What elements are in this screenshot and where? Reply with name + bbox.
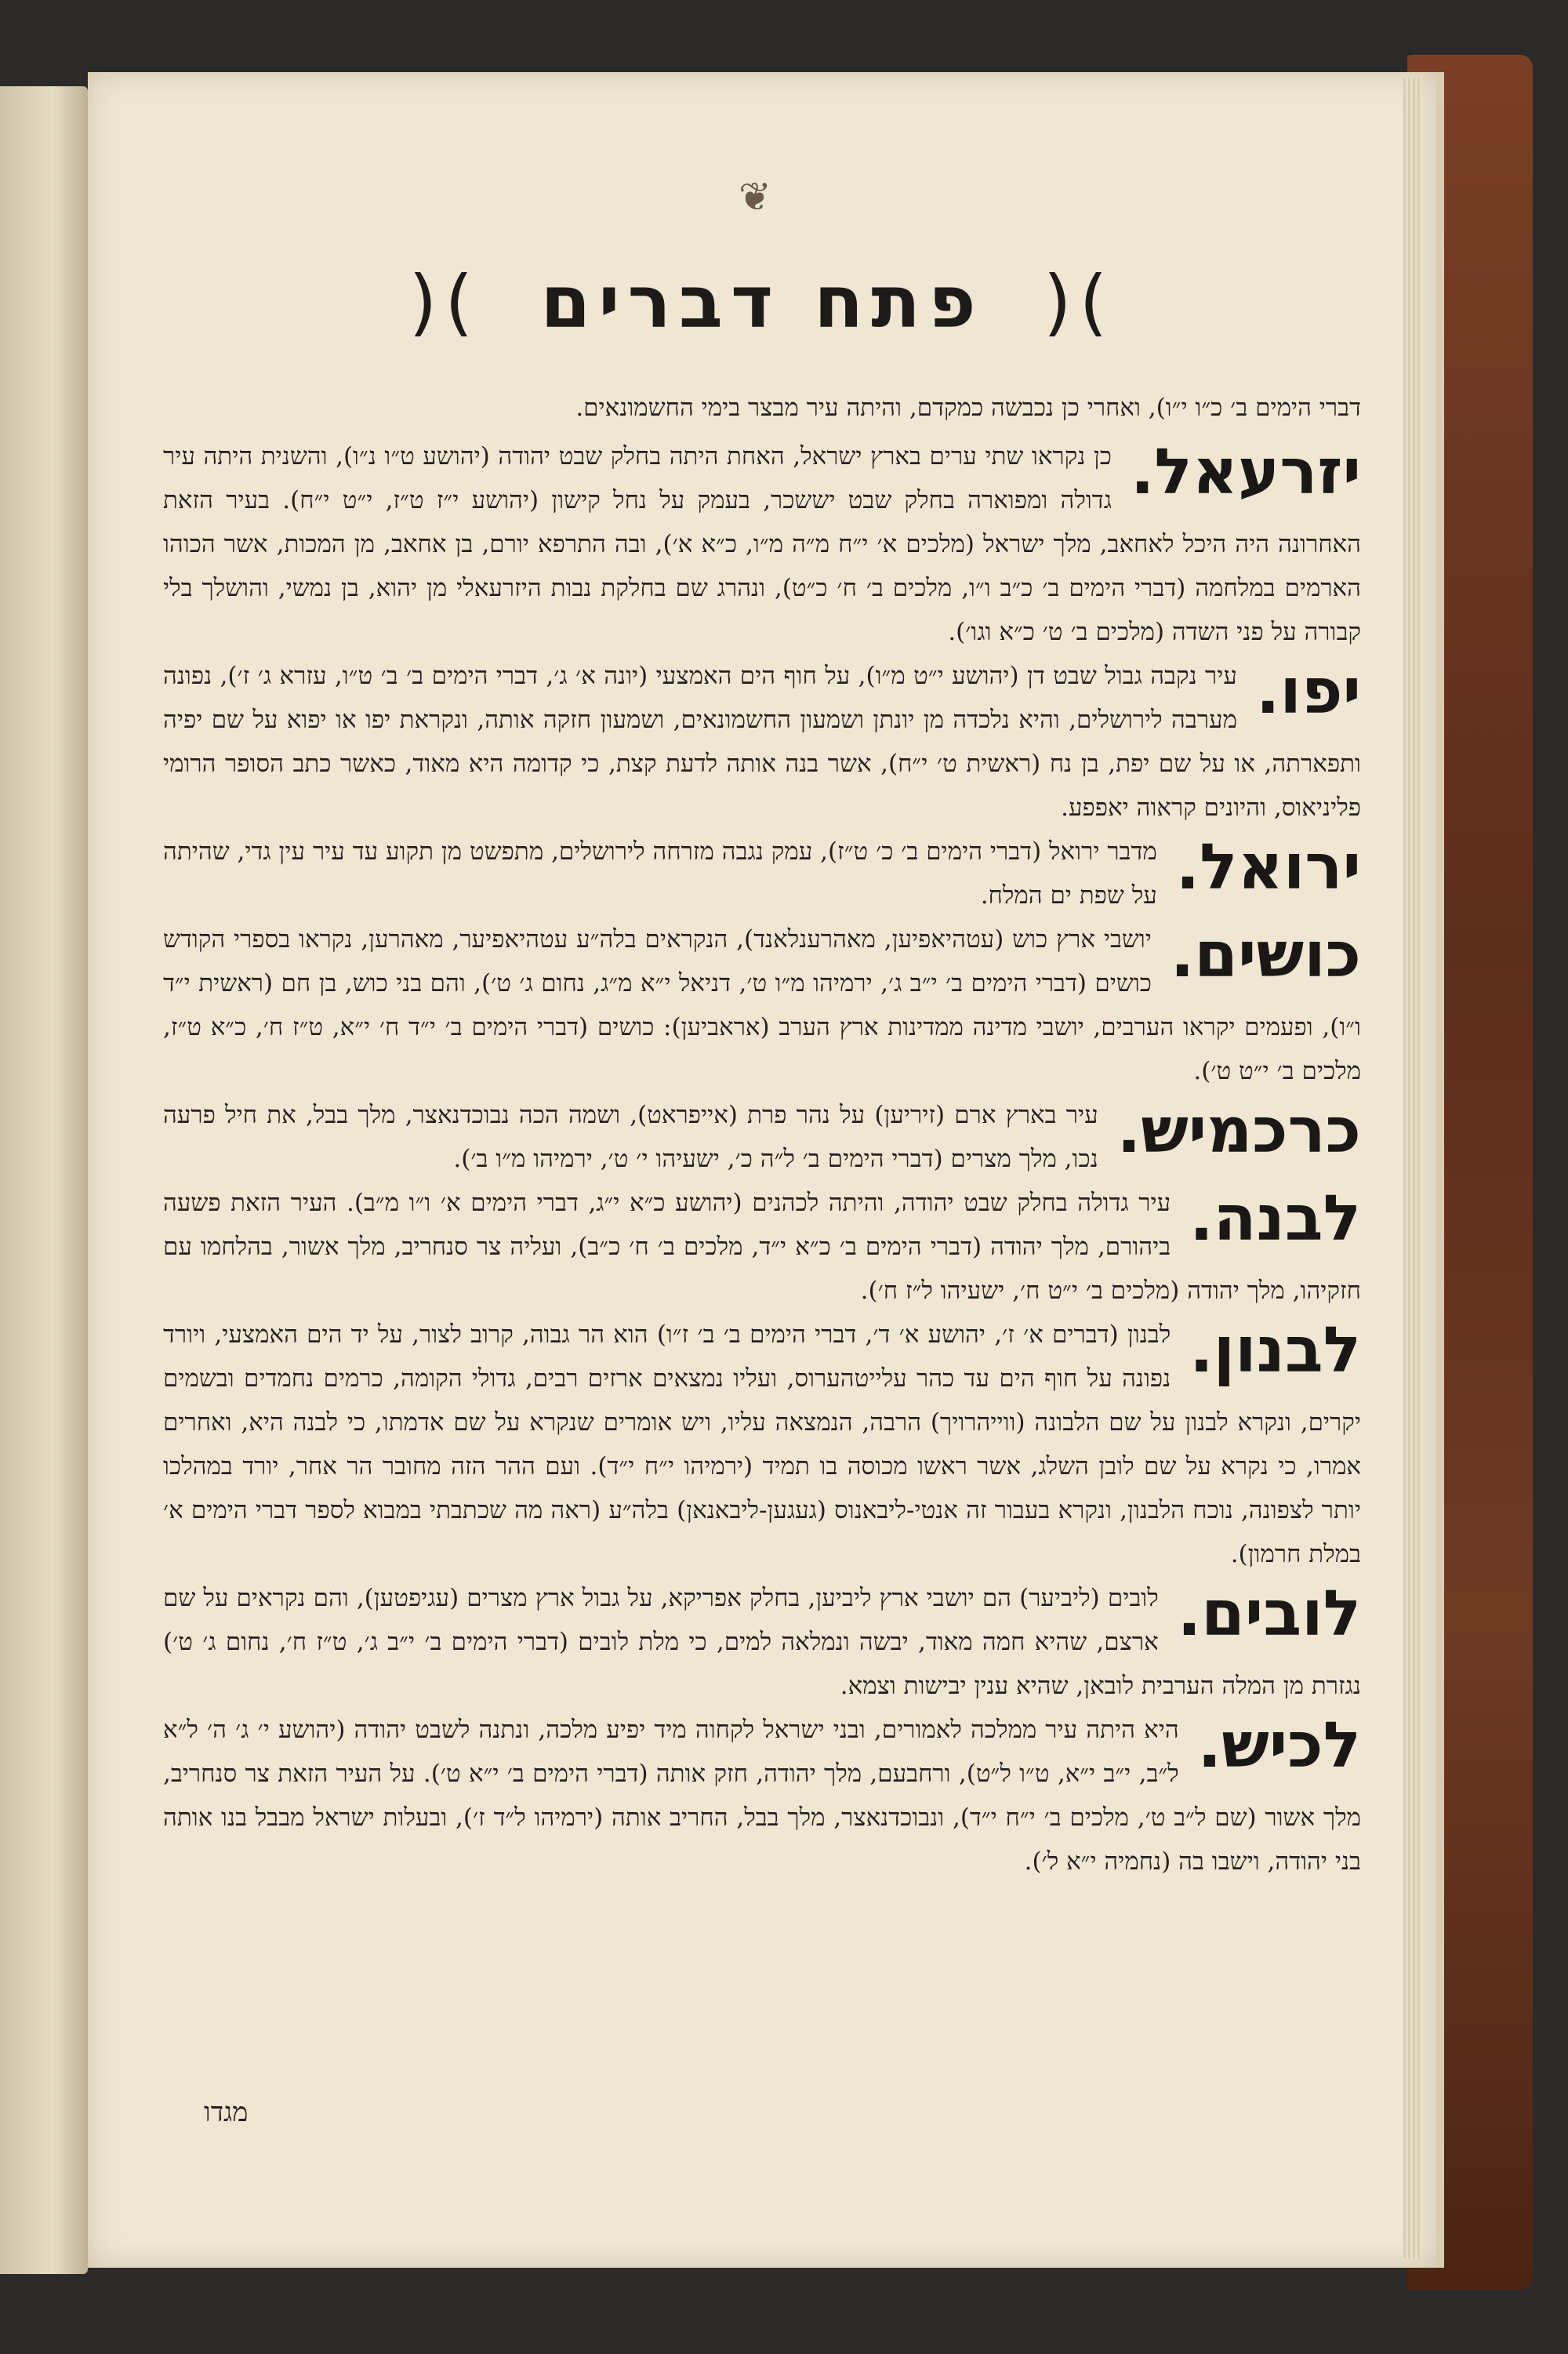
entry bbox=[163, 830, 1361, 917]
page-title bbox=[88, 260, 1436, 362]
entry-text: לבנון (דברים א׳ ז׳, יהושע א׳ ד׳, דברי הימים ב׳ ב׳ ז״ו) הוא הר גבוה, קרוב לצור, על יד הים האמצעי, ויורד נפונה על חוף הים עד כהר עלייטהערוס, ועליו נמצאים ארזים רבים, גדולי הקומה, כרמים נחמדים ובשמים יקרים, ונקרא לבנון על שם הלבונה (ווייהרויך) הרבה, הנמצאה עליו, ויש אומרים שנקרא על שם אדמתו, כי לבנה היא, ואחרים אמרו, כי נקרא על שם לובן השלג, אשר ראשו מכוסה בו תמיד (ירמיהו י״ח י״ד). ועם ההר הזה מחובר הר אחר, יורד במהלכו יותר לצפונה, נוכח הלבנון, ונקרא בעבור זה אנטי-ליבאנוס (געגען-ליבאנאן) בלה״ע (ראה מה שכתבתי במבוא לספר דברי הימים א׳ במלת חרמון). bbox=[163, 1320, 1361, 1568]
ornament-icon: ❦ bbox=[739, 174, 771, 220]
entry-headword: לבנון. bbox=[1189, 1313, 1361, 1386]
entry-text: כן נקראו שתי ערים בארץ ישראל, האחת היתה בחלק שבט יהודה (יהושע ט״ו נ״ו), והשנית היתה עיר גדולה ומפוארה בחלק שבט יששכר, בעמק על נחל קישון (יהושע י״ז ט״ז, י״ט י״ח). בעיר הזאת האחרונה היה היכל לאחאב, מלך ישראל (מלכים א׳ י״ח מ״ה מ״ו, כ״א א׳), ובה התרפא יורם, בן אחאב, מן המכות, אשר הכוהו הארמים במלחמה (דברי הימים ב׳ כ״ב ו״ו, מלכים ב׳ ח׳ כ״ט), ונהרג שם בחלקת נבות היזרעאלי מן יהוא, בן נמשי, והושלך בלי קבורה על פני השדה (מלכים ב׳ ט׳ כ״א וגו׳). bbox=[163, 442, 1361, 646]
page-body bbox=[163, 386, 1361, 2158]
entry bbox=[163, 917, 1361, 1093]
entry bbox=[163, 1093, 1361, 1181]
entry bbox=[163, 654, 1361, 830]
title-bracket-left: )( bbox=[408, 260, 481, 344]
entry-text: היא היתה עיר ממלכה לאמורים, ובני ישראל לקחוה מיד יפיע מלכה, ונתנה לשבט יהודה (יהושע י׳ ג׳ ה׳ ל״א ל״ב, י״ב י״א, ט״ו ל״ט), ורחבעם, מלך יהודה, חזק אותה (דברי הימים ב׳ י״א ט׳). על העיר הזאת צר סנחריב, מלך אשור (שם ל״ב ט׳, מלכים ב׳ י״ח י״ד), ונבוכדנאצר, מלך בבל, החריב אותה (ירמיהו ל״ד ז׳), ובעלות ישראל מבבל בנו אותה בני יהודה, וישבו בה (נחמיה י״א ל׳). bbox=[163, 1716, 1361, 1876]
entry bbox=[163, 434, 1361, 654]
entry bbox=[163, 1313, 1361, 1576]
entry-headword: יפו. bbox=[1255, 655, 1361, 728]
entry-headword: לובים. bbox=[1177, 1577, 1361, 1650]
title-bracket-right: )( bbox=[1043, 260, 1116, 344]
entry-text: יושבי ארץ כוש (עטהיאפיען, מאהרענלאנד), הנקראים בלה״ע עטהיאפיער, מאהרען, נקראו בספרי הקודש כושים (דברי הימים ב׳ י״ב ג׳, ירמיהו מ״ו ט׳, דניאל י״א מ״ג, נחום ג׳ ט׳), והם בני כוש, בן חם (ראשית י״ד ו״ו), ופעמים יקראו הערבים, יושבי מדינה ממדינות ארץ הערב (אראביען): כושים (דברי הימים ב׳ י״ד ח׳ י״א, ט״ז ח׳, כ״א ט״ז, מלכים ב׳ י״ט ט׳). bbox=[163, 925, 1361, 1085]
entry-text: מדבר ירואל (דברי הימים ב׳ כ׳ ט״ז), עמק נגבה מזרחה לירושלים, מתפשט מן תקוע עד עיר עין גדי, שהיתה על שפת ים המלח. bbox=[163, 837, 1157, 910]
entry-headword: כושים. bbox=[1170, 918, 1361, 991]
entry-headword: לכיש. bbox=[1197, 1709, 1361, 1782]
entry-headword: לבנה. bbox=[1189, 1182, 1361, 1255]
entry bbox=[163, 1181, 1361, 1313]
intro-line: דברי הימים ב׳ כ״ו י״ו), ואחרי כן נכבשה כמקדם, והיתה עיר מבצר בימי החשמונאים. bbox=[575, 394, 1361, 422]
catchword: מגדו bbox=[204, 2097, 249, 2128]
previous-page-edge bbox=[0, 86, 88, 2274]
entry bbox=[163, 1708, 1361, 1884]
book-page bbox=[88, 72, 1444, 2268]
entry bbox=[163, 1576, 1361, 1708]
entry-text: לובים (ליביער) הם יושבי ארץ ליביען, בחלק אפריקא, על גבול ארץ מצרים (עגיפטען), והם נקראים על שם ארצם, שהיא חמה מאוד, יבשה ונמלאה למים, כי מלת לובים (דברי הימים ב׳ י״ב ג׳, ט״ז ח׳, נחום ג׳ ט׳) נגזרת מן המלה הערבית לובאן, שהיא ענין יבישות וצמא. bbox=[163, 1584, 1361, 1700]
page-block-edge bbox=[1403, 78, 1421, 2258]
entry-headword: כרכמיש. bbox=[1116, 1094, 1361, 1167]
entry-headword: יזרעאל. bbox=[1130, 435, 1361, 508]
entry-text: עיר נקבה גבול שבט דן (יהושע י״ט מ״ו), על חוף הים האמצעי (יונה א׳ ג׳, דברי הימים ב׳ ב׳ ט״ו, עזרא ג׳ ז׳), נפונה מערבה לירושלים, והיא נלכדה מן יונתן ושמעון החשמונאים, ושמעון חזקה אותה, ונקראת יפו או יפוא על שם יפיה ותפארתה, או על שם יפת, בן נח (ראשית ט׳ י״ח), אשר בנה אותה לדעת קצת, כי קדומה היא מאוד, כאשר כתב הסופר הרומי פליניאוס, והיונים קראוה יאפפע. bbox=[163, 662, 1361, 822]
title-text: פתח דברים bbox=[540, 260, 984, 344]
entry-text: עיר בארץ ארם (זיריען) על נהר פרת (אייפראט), ושמה הכה נבוכדנאצר, מלך בבל, את חיל פרעה נכו, מלך מצרים (דברי הימים ב׳ ל״ה כ׳, ישעיהו י׳ ט׳, ירמיהו מ״ו ב׳). bbox=[163, 1101, 1098, 1173]
entry-text: עיר גדולה בחלק שבט יהודה, והיתה לכהנים (יהושע כ״א י״ג, דברי הימים א׳ ו״ו מ״ב). העיר הזאת פשעה ביהורם, מלך יהודה (דברי הימים ב׳ כ״א י״ד, מלכים ב׳ ח׳ כ״ב), ועליה צר סנחריב, מלך אשור, בהלחמו עם חזקיהו, מלך יהודה (מלכים ב׳ י״ט ח׳, ישעיהו ל״ז ח׳). bbox=[163, 1189, 1361, 1305]
entry-headword: ירואל. bbox=[1175, 830, 1361, 903]
